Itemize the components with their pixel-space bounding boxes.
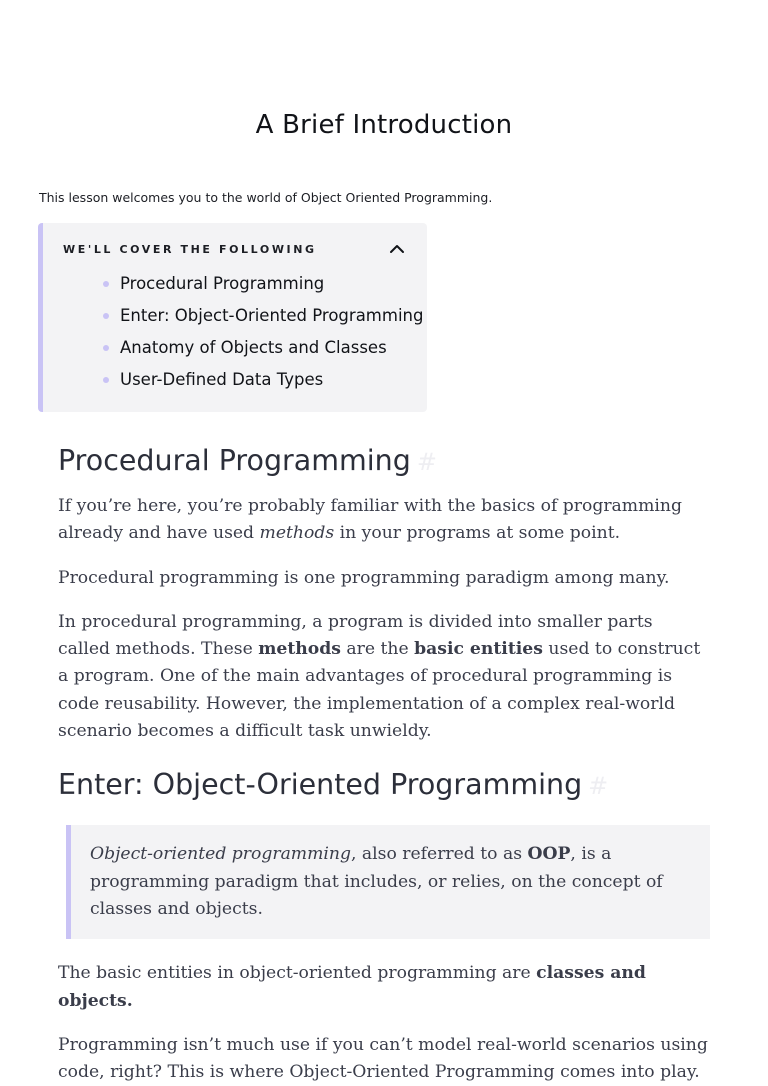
lesson-content: [58, 440, 710, 1086]
paragraph-procedural-intro: [58, 493, 710, 548]
text-run: are the: [340, 639, 415, 660]
text-run: used to construct a program. One of the main advantages of procedural programming is code reusability. However, the implementation of a complex real-world scenario becomes a difficult task unwieldy.: [58, 639, 701, 742]
section-heading-procedural: [58, 440, 710, 483]
bullet-icon: [103, 281, 109, 287]
bullet-icon: [103, 345, 109, 351]
toc-panel: [38, 223, 427, 412]
text-run: , is a programming paradigm that includes, or relies, on the concept of classes and objects.: [90, 844, 663, 919]
toc-item-user-defined-types[interactable]: [103, 366, 423, 398]
toc-item-label: Enter: Object-Oriented Programming: [120, 306, 424, 325]
bold-basic-entities: basic entities: [414, 639, 543, 660]
definition-callout: [66, 825, 710, 939]
toc-item-anatomy[interactable]: [103, 334, 423, 366]
text-run: The basic entities in object-oriented programming are: [58, 963, 537, 984]
text-run: If you’re here, you’re probably familiar with the basics of programming already and have used: [58, 496, 682, 544]
heading-anchor-link[interactable]: #: [416, 448, 437, 476]
text-run: in your programs at some point.: [334, 523, 621, 544]
bullet-icon: [103, 377, 109, 383]
toc-item-label: User-Defined Data Types: [120, 370, 324, 389]
bullet-icon: [103, 313, 109, 319]
bold-classes-objects: classes and objects.: [58, 963, 646, 1011]
toc-item-label: Procedural Programming: [120, 274, 325, 293]
paragraph-oop-modeling: Programming isn’t much use if you can’t model real-world scenarios using code, right? This is where Object-Oriented Programming comes into play.: [58, 1034, 708, 1083]
text-run: In procedural programming, a program is divided into smaller parts called methods. These: [58, 611, 653, 660]
bold-methods: methods: [258, 639, 341, 660]
toc-list: [103, 270, 423, 398]
section-heading-text: Enter: Object-Oriented Programming: [58, 768, 583, 802]
bold-oop: OOP: [527, 844, 571, 865]
text-run: , also referred to as: [350, 844, 528, 865]
toc-header: WE'LL COVER THE FOLLOWING: [63, 243, 317, 256]
paragraph-procedural-detail: [58, 609, 710, 745]
emphasis-oop-term: Object-oriented programming: [90, 844, 351, 865]
paragraph-procedural-paradigm: Procedural programming is one programming paradigm among many.: [58, 567, 670, 588]
chevron-up-icon[interactable]: [387, 239, 407, 259]
paragraph-oop-entities: [58, 960, 710, 1015]
emphasis-methods: methods: [259, 523, 335, 544]
section-heading-oop: [58, 764, 710, 807]
definition-text: [90, 841, 690, 923]
toc-item-procedural-programming[interactable]: [103, 270, 423, 302]
heading-anchor-link[interactable]: #: [588, 772, 609, 801]
toc-item-label: Anatomy of Objects and Classes: [120, 338, 387, 357]
toc-item-enter-oop[interactable]: [103, 302, 423, 334]
section-heading-text: Procedural Programming: [58, 444, 411, 477]
lesson-summary: This lesson welcomes you to the world of Object Oriented Programming.: [39, 190, 493, 205]
page-title: A Brief Introduction: [255, 110, 513, 140]
